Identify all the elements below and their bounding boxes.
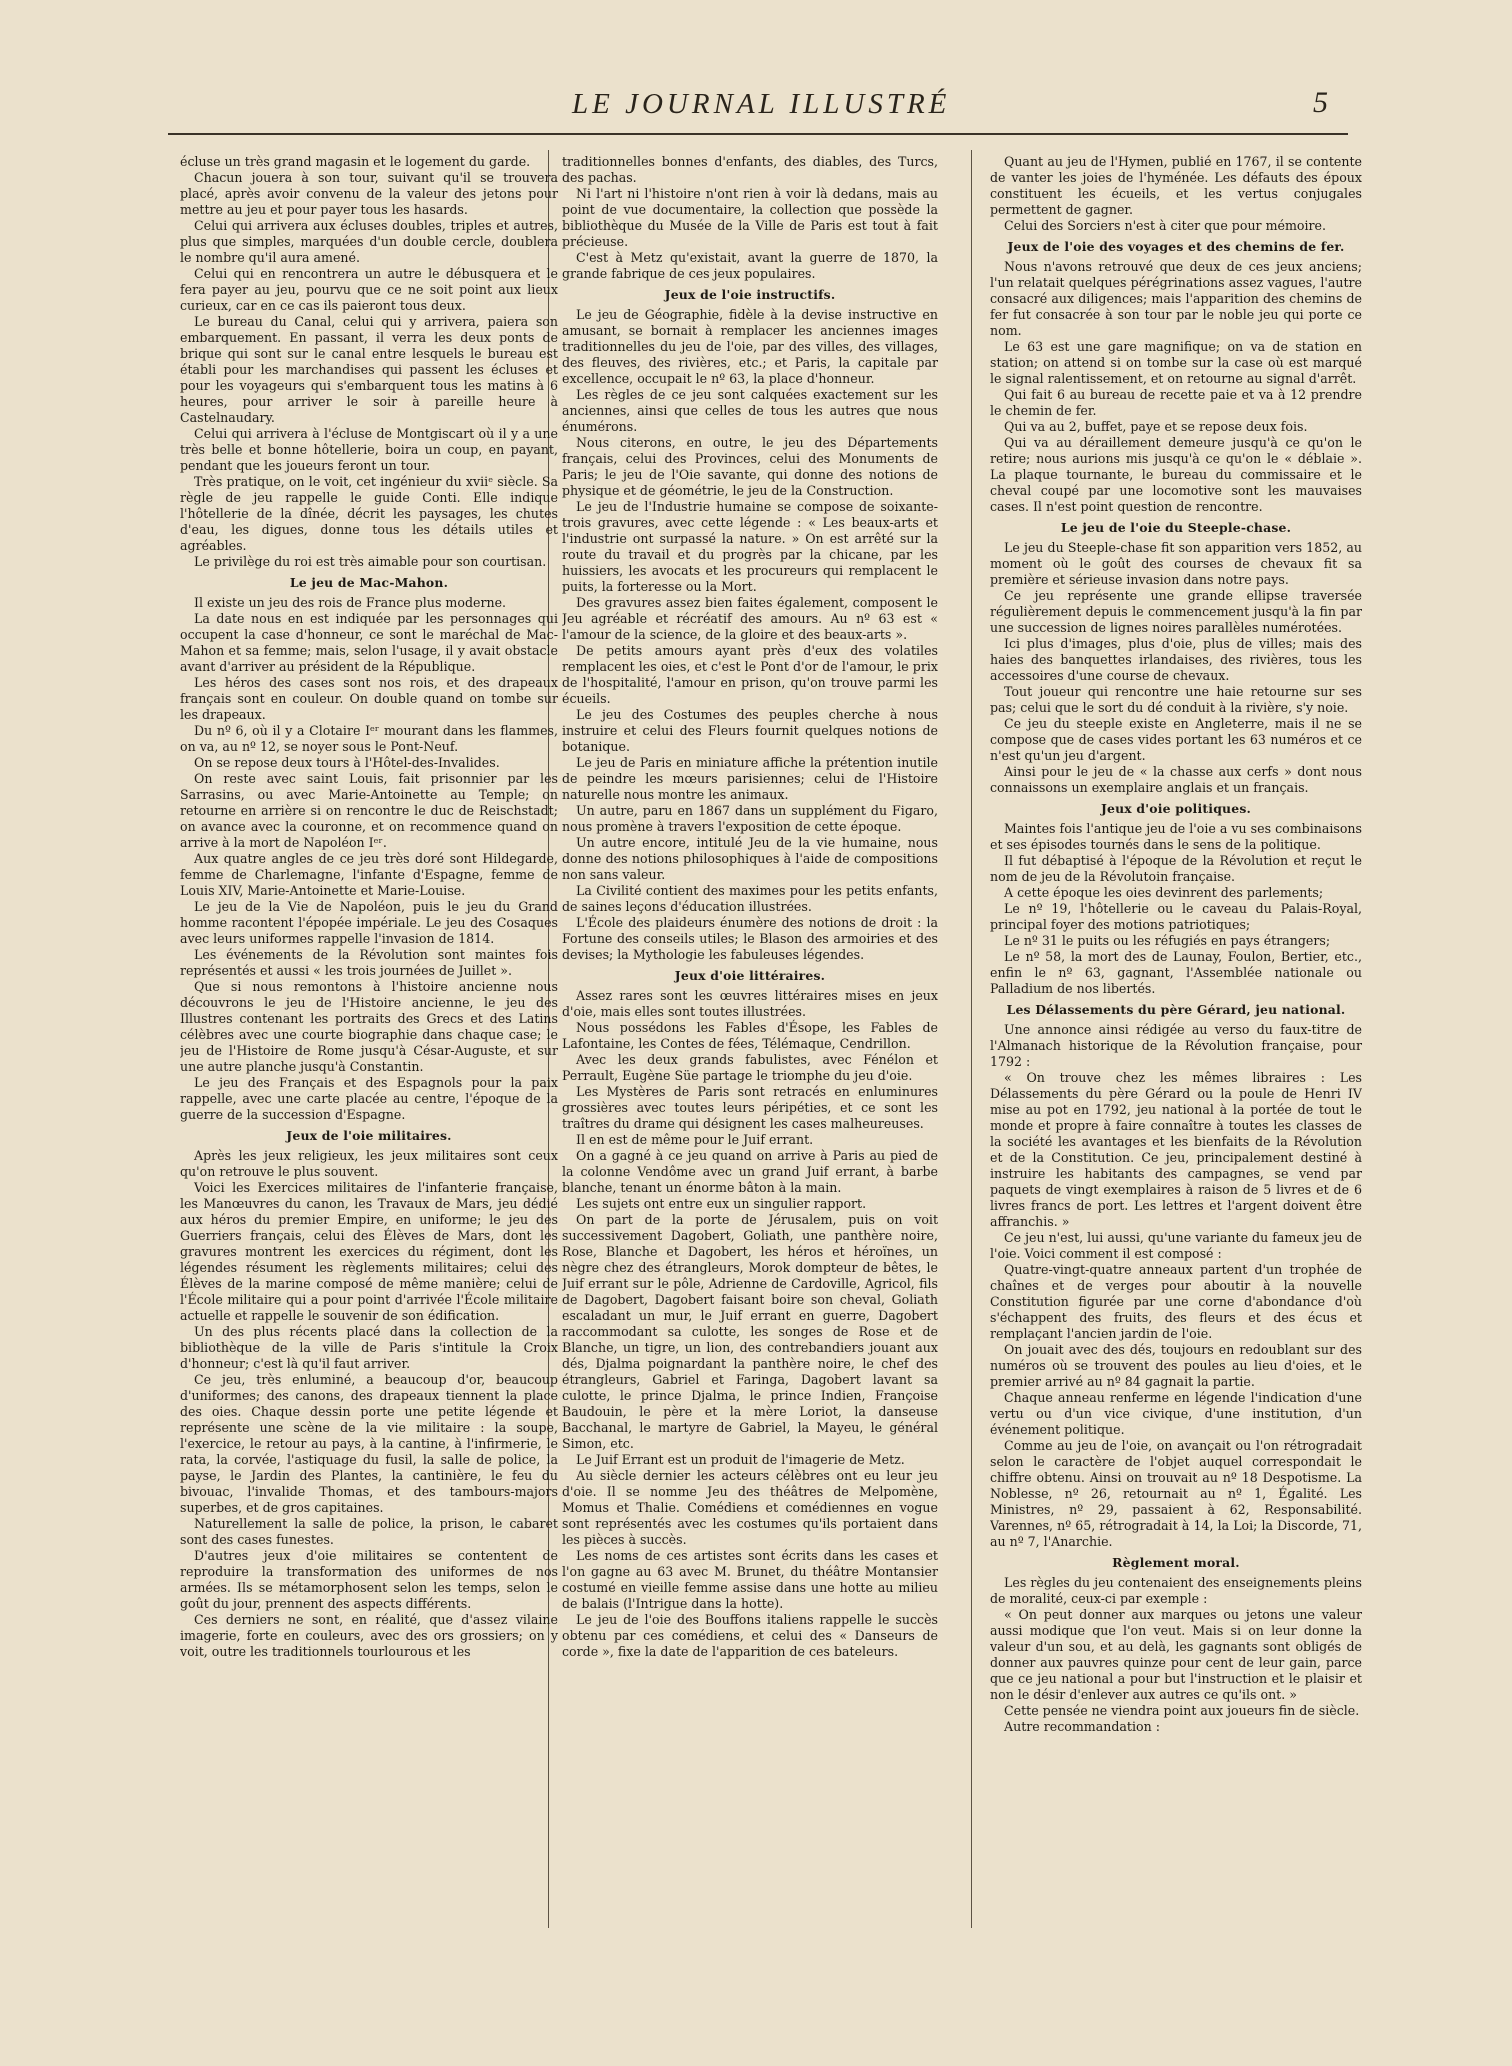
paragraph: Au siècle dernier les acteurs célèbres ont eu leur jeu d'oie. Il se nomme Jeu des théâtres de Melpomène, Momus et Thalie. Comédiens et comédiennes en vogue sont représentés avec les costumes qu'ils portaient dans les pièces à succès. bbox=[562, 1468, 938, 1547]
page-number: 5 bbox=[1313, 86, 1328, 119]
paragraph: Qui va au 2, buffet, paye et se repose deux fois. bbox=[1004, 419, 1308, 434]
paragraph: Nous citerons, en outre, le jeu des Départements français, celui des Provinces, celui des Monuments de Paris; le jeu de l'Oie savante, qui donne des notions de physique et de géométrie, le jeu de la Construction. bbox=[562, 435, 938, 498]
paragraph: L'École des plaideurs énumère des notions de droit : la Fortune des conseils utiles; le Blason des armoiries et des devises; la Mythologie les fabuleuses légendes. bbox=[562, 915, 938, 962]
paragraph: Il fut débaptisé à l'époque de la Révolution et reçut le nom de jeu de la Révolutoin française. bbox=[990, 853, 1362, 884]
paragraph: Ainsi pour le jeu de « la chasse aux cerfs » dont nous connaissons un exemplaire anglais et un français. bbox=[990, 764, 1362, 795]
paragraph: Des gravures assez bien faites également, composent le Jeu agréable et récréatif des amours. Au nº 63 est « l'amour de la science, de la gloire et des beaux-arts ». bbox=[562, 595, 938, 642]
paragraph: On a gagné à ce jeu quand on arrive à Paris au pied de la colonne Vendôme avec un grand Juif errant, à barbe blanche, tenant un énorme bâton à la main. bbox=[562, 1148, 938, 1195]
column-3 bbox=[990, 154, 1362, 1994]
paragraph: Voici les Exercices militaires de l'infanterie française, les Manœuvres du canon, les Travaux de Mars, jeu dédié aux héros du premier Empire, en uniforme; le jeu des Guerriers français, celui des Élèves de Mars, dont les gravures montrent les exercices du régiment, dont les légendes résument les règlements militaires; celui des Élèves de la marine composé de même manière; celui de l'École militaire qui a pour point d'arrivée l'École militaire actuelle et rappelle le souvenir de son édification. bbox=[180, 1180, 558, 1323]
paragraph: Les sujets ont entre eux un singulier rapport. bbox=[576, 1196, 867, 1211]
paragraph: « On trouve chez les mêmes libraires : Les Délassements du père Gérard ou la poule de Henri IV mise au pot en 1792, jeu national à la portée de tout le monde et propre à faire connaître à toutes les classes de la société les avantages et les bienfaits de la Révolution et de la Constitution. Ce jeu, principalement destiné à instruire les habitants des campagnes, se vend par paquets de vingt exemplaires à raison de 5 livres et de 6 livres francs de port. Les lettres et l'argent doivent être affranchis. » bbox=[990, 1070, 1362, 1229]
paragraph: Qui fait 6 au bureau de recette paie et va à 12 prendre le chemin de fer. bbox=[990, 387, 1362, 418]
paragraph: Le 63 est une gare magnifique; on va de station en station; on attend si on tombe sur la case où est marqué le signal ralentissement, et on retourne au signal d'arrêt. bbox=[990, 339, 1362, 386]
paragraph: La date nous en est indiquée par les personnages qui occupent la case d'honneur, ce sont le maréchal de Mac-Mahon et sa femme; mais, selon l'usage, il y avait obstacle avant d'arriver au président de la République. bbox=[180, 611, 558, 674]
paragraph: Un autre encore, intitulé Jeu de la vie humaine, nous donne des notions philosophiques à l'aide de compositions non sans valeur. bbox=[562, 835, 938, 882]
section-heading: Jeux d'oie politiques. bbox=[1100, 801, 1252, 816]
paragraph: Celui qui arrivera à l'écluse de Montgiscart où il y a une très belle et bonne hôtellerie, boira un coup, en payant, pendant que les joueurs feront un tour. bbox=[180, 426, 558, 473]
paragraph: Le Juif Errant est un produit de l'imagerie de Metz. bbox=[576, 1452, 905, 1467]
paragraph: Ces derniers ne sont, en réalité, que d'assez vilaine imagerie, forte en couleurs, avec des ors grossiers; on y voit, outre les traditionnels tourlourous et les bbox=[180, 1612, 558, 1659]
paragraph: écluse un très grand magasin et le logement du garde. bbox=[180, 154, 531, 169]
paragraph: traditionnelles bonnes d'enfants, des diables, des Turcs, des pachas. bbox=[562, 154, 938, 185]
page-header bbox=[560, 88, 1340, 128]
paragraph: « On peut donner aux marques ou jetons une valeur aussi modique que l'on veut. Mais si on leur donne la valeur d'un sou, et au delà, les gagnants sont obligés de donner aux pauvres quinze pour cent de leur gain, parce que ce jeu national a pour but l'instruction et le plaisir et non le désir d'enlever aux autres ce qu'ils ont. » bbox=[990, 1607, 1362, 1702]
paragraph: Celui qui arrivera aux écluses doubles, triples et autres, plus que simples, marquées d'un double cercle, doublera le nombre qu'il aura amené. bbox=[180, 218, 558, 265]
paragraph: Celui qui en rencontrera un autre le débusquera et le fera payer au jeu, pourvu que ce ne soit point aux lieux curieux, car en ce cas ils paieront tous deux. bbox=[180, 266, 558, 313]
paragraph: Comme au jeu de l'oie, on avançait ou l'on rétrogradait selon le caractère de l'objet auquel correspondait le chiffre obtenu. Ainsi on trouvait au nº 18 Despotisme. La Noblesse, nº 26, retournait au nº 1, Égalité. Les Ministres, nº 29, passaient à 62, Responsabilité. Varennes, nº 65, rétrogradait à 14, la Loi; la Discorde, 71, au nº 7, l'Anarchie. bbox=[990, 1438, 1362, 1549]
paragraph: Les Mystères de Paris sont retracés en enluminures grossières avec toutes leurs péripéties, et ce sont les traîtres du drame qui désignent les cases malheureuses. bbox=[562, 1084, 938, 1131]
section-heading: Le jeu de l'oie du Steeple-chase. bbox=[1060, 520, 1292, 535]
paragraph: Le privilège du roi est très aimable pour son courtisan. bbox=[194, 554, 547, 569]
header-rule bbox=[168, 133, 1348, 135]
paragraph: Les noms de ces artistes sont écrits dans les cases et l'on gagne au 63 avec M. Brunet, du théâtre Montansier costumé en vieille femme assise dans une hotte au milieu de balais (l'Intrigue dans la hotte). bbox=[562, 1548, 938, 1611]
paragraph: Le nº 58, la mort des de Launay, Foulon, Bertier, etc., enfin le nº 63, gagnant, l'Assemblée nationale ou Palladium de nos libertés. bbox=[990, 949, 1362, 996]
paragraph: Les règles du jeu contenaient des enseignements pleins de moralité, ceux-ci par exemple : bbox=[990, 1575, 1362, 1606]
column-2 bbox=[562, 154, 938, 1994]
paragraph: Du nº 6, où il y a Clotaire Iᵉʳ mourant dans les flammes, on va, au nº 12, se noyer sous le Pont-Neuf. bbox=[180, 723, 558, 754]
paragraph: Que si nous remontons à l'histoire ancienne nous découvrons le jeu de l'Histoire ancienne, le jeu des Illustres contenant les portraits des Grecs et des Latins célèbres avec une courte biographie dans chaque case; le jeu de l'Histoire de Rome jusqu'à César-Auguste, et sur une autre planche jusqu'à Constantin. bbox=[180, 979, 558, 1074]
section-heading: Jeux de l'oie militaires. bbox=[286, 1128, 452, 1143]
paragraph: Le jeu des Costumes des peuples cherche à nous instruire et celui des Fleurs fournit quelques notions de botanique. bbox=[562, 707, 938, 754]
paragraph: D'autres jeux d'oie militaires se contentent de reproduire la transformation des uniformes de nos armées. Ils se métamorphosent selon les temps, selon le goût du jour, prennent des aspects différents. bbox=[180, 1548, 558, 1611]
paragraph: Le bureau du Canal, celui qui y arrivera, paiera son embarquement. En passant, il verra les deux ponts de brique qui sont sur le canal entre lesquels le bureau est établi pour les marchandises qui passent les écluses et pour les voyageurs qui s'embarquent tous les matins à 6 heures, pour arriver le soir à pareille heure à Castelnaudary. bbox=[180, 314, 558, 425]
paragraph: Autre recommandation : bbox=[1004, 1719, 1160, 1734]
paragraph: La Civilité contient des maximes pour les petits enfants, de saines leçons d'éducation illustrées. bbox=[562, 883, 938, 914]
paragraph: Ce jeu, très enluminé, a beaucoup d'or, beaucoup d'uniformes; des canons, des drapeaux tiennent la place des oies. Chaque dessin porte une petite légende et représente une scène de la vie militaire : la soupe, l'exercice, le retour au pays, à la cantine, à l'infirmerie, le rata, la corvée, l'astiquage du fusil, la salle de police, la payse, le Jardin des Plantes, la cantinière, le feu du bivouac, l'invalide Thomas, et des tambours-majors superbes, et de gros capitaines. bbox=[180, 1372, 558, 1515]
paragraph: Cette pensée ne viendra point aux joueurs fin de siècle. bbox=[1004, 1703, 1360, 1718]
paragraph: Les héros des cases sont nos rois, et des drapeaux français sont en couleur. On double quand on tombe sur les drapeaux. bbox=[180, 675, 558, 722]
section-heading: Jeux de l'oie des voyages et des chemins de fer. bbox=[1007, 239, 1345, 254]
paragraph: On reste avec saint Louis, fait prisonnier par les Sarrasins, ou avec Marie-Antoinette au Temple; on retourne en arrière si on rencontre le duc de Reischstadt; on avance avec la couronne, et on recommence quand on arrive à la mort de Napoléon Iᵉʳ. bbox=[180, 771, 558, 850]
section-heading: Les Délassements du père Gérard, jeu national. bbox=[1006, 1002, 1346, 1017]
paragraph: Le jeu du Steeple-chase fit son apparition vers 1852, au moment où le goût des courses de chevaux fit sa première et sérieuse invasion dans notre pays. bbox=[990, 540, 1362, 587]
paragraph: Une annonce ainsi rédigée au verso du faux-titre de l'Almanach historique de la Révolution française, pour 1792 : bbox=[990, 1022, 1362, 1069]
paragraph: Le jeu de la Vie de Napoléon, puis le jeu du Grand homme racontent l'épopée impériale. Le jeu des Cosaques avec leurs uniformes rappelle l'invasion de 1814. bbox=[180, 899, 558, 946]
paragraph: Avec les deux grands fabulistes, avec Fénélon et Perrault, Eugène Süe partage le triomphe du jeu d'oie. bbox=[562, 1052, 938, 1083]
paragraph: Quant au jeu de l'Hymen, publié en 1767, il se contente de vanter les joies de l'hyménée. Les défauts des époux constituent les écueils, et les vertus conjugales permettent de gagner. bbox=[990, 154, 1362, 217]
paragraph: Après les jeux religieux, les jeux militaires sont ceux qu'on retrouve le plus souvent. bbox=[180, 1148, 558, 1179]
paragraph: Le jeu de Géographie, fidèle à la devise instructive en amusant, se bornait à remplacer les anciennes images traditionnelles du jeu de l'oie, par des villes, des villages, des fleuves, des rivières, etc.; et Paris, la capitale par excellence, occupait le nº 63, la place d'honneur. bbox=[562, 307, 938, 386]
paragraph: On se repose deux tours à l'Hôtel-des-Invalides. bbox=[194, 755, 500, 770]
paragraph: Ni l'art ni l'histoire n'ont rien à voir là dedans, mais au point de vue documentaire, la collection que possède la bibliothèque du Musée de la Ville de Paris est tout à fait précieuse. bbox=[562, 186, 938, 249]
section-heading: Jeux de l'oie instructifs. bbox=[664, 287, 836, 302]
paragraph: Les événements de la Révolution sont maintes fois représentés et aussi « les trois journées de Juillet ». bbox=[180, 947, 558, 978]
paragraph: Qui va au déraillement demeure jusqu'à ce qu'on le retire; nous aurions mis jusqu'à ce qu'on le « déblaie ». La plaque tournante, le bureau du commissaire et le cheval coupé par une locomotive sont les mauvaises cases. Il n'est point question de rencontre. bbox=[990, 435, 1362, 514]
section-heading: Jeux d'oie littéraires. bbox=[674, 968, 826, 983]
column-1 bbox=[180, 154, 558, 1994]
paragraph: Le nº 31 le puits ou les réfugiés en pays étrangers; bbox=[1004, 933, 1331, 948]
paragraph: Ici plus d'images, plus d'oie, plus de villes; mais des haies des banquettes irlandaises, des rivières, tous les accessoires d'une course de chevaux. bbox=[990, 636, 1362, 683]
paragraph: Celui des Sorciers n'est à citer que pour mémoire. bbox=[1004, 218, 1327, 233]
column-divider bbox=[971, 150, 972, 1928]
paragraph: Nous possédons les Fables d'Ésope, les Fables de Lafontaine, les Contes de fées, Télémaque, Cendrillon. bbox=[562, 1020, 938, 1051]
paragraph: De petits amours ayant près d'eux des volatiles remplacent les oies, et c'est le Pont d'or de l'amour, le prix de l'hospitalité, l'amour en prison, qu'on trouve parmi les écueils. bbox=[562, 643, 938, 706]
paragraph: Maintes fois l'antique jeu de l'oie a vu ses combinaisons et ses épisodes tournés dans le sens de la politique. bbox=[990, 821, 1362, 852]
section-heading: Règlement moral. bbox=[1112, 1555, 1240, 1570]
paragraph: Le jeu de Paris en miniature affiche la prétention inutile de peindre les mœurs parisiennes; celui de l'Histoire naturelle nous montre les animaux. bbox=[562, 755, 938, 802]
paragraph: Il en est de même pour le Juif errant. bbox=[576, 1132, 814, 1147]
section-heading: Le jeu de Mac-Mahon. bbox=[289, 575, 449, 590]
paragraph: Quatre-vingt-quatre anneaux partent d'un trophée de chaînes et de verges pour aboutir à la nouvelle Constitution figurée par une corne d'abondance d'où s'échappent des fruits, des fleurs et des écus et remplaçant l'ancien jardin de l'oie. bbox=[990, 1262, 1362, 1341]
paragraph: Chacun jouera à son tour, suivant qu'il se trouvera placé, après avoir convenu de la valeur des jetons pour mettre au jeu et pour payer tous les hasards. bbox=[180, 170, 558, 217]
paragraph: Tout joueur qui rencontre une haie retourne sur ses pas; celui que le sort du dé conduit à la rivière, s'y noie. bbox=[990, 684, 1362, 715]
paragraph: Aux quatre angles de ce jeu très doré sont Hildegarde, femme de Charlemagne, l'infante d'Espagne, femme de Louis XIV, Marie-Antoinette et Marie-Louise. bbox=[180, 851, 558, 898]
paragraph: Très pratique, on le voit, cet ingénieur du xviiᵉ siècle. Sa règle de jeu rappelle le guide Conti. Elle indique l'hôtellerie de la dînée, décrit les paysages, les chutes d'eau, les digues, donne tous les détails utiles et agréables. bbox=[180, 474, 558, 553]
paragraph: Assez rares sont les œuvres littéraires mises en jeux d'oie, mais elles sont toutes illustrées. bbox=[562, 988, 938, 1019]
paragraph: Le jeu de l'oie des Bouffons italiens rappelle le succès obtenu par ces comédiens, et celui des « Danseurs de corde », fixe la date de l'apparition de ces bateleurs. bbox=[562, 1612, 938, 1659]
paragraph: Chaque anneau renferme en légende l'indication d'une vertu ou d'un vice civique, d'une institution, d'un événement politique. bbox=[990, 1390, 1362, 1437]
paragraph: Un des plus récents placé dans la collection de la bibliothèque de la ville de Paris s'intitule la Croix d'honneur; c'est là qu'il faut arriver. bbox=[180, 1324, 558, 1371]
paragraph: Nous n'avons retrouvé que deux de ces jeux anciens; l'un relatait quelques pérégrinations assez vagues, l'autre consacré aux diligences; mais l'apparition des chemins de fer fut consacrée à son tour par le noble jeu qui porte ce nom. bbox=[990, 259, 1362, 338]
paragraph: Le jeu de l'Industrie humaine se compose de soixante-trois gravures, avec cette légende : « Les beaux-arts et l'industrie ont surpassé la nature. » On est arrêté sur la route du travail et du progrès par la chicane, par les huissiers, les avocats et les procureurs qui remplacent le puits, la forteresse ou la Mort. bbox=[562, 499, 938, 594]
paragraph: Il existe un jeu des rois de France plus moderne. bbox=[194, 595, 507, 610]
paragraph: A cette époque les oies devinrent des parlements; bbox=[1004, 885, 1324, 900]
paragraph: Ce jeu n'est, lui aussi, qu'une variante du fameux jeu de l'oie. Voici comment il est composé : bbox=[990, 1230, 1362, 1261]
paragraph: Naturellement la salle de police, la prison, le cabaret sont des cases funestes. bbox=[180, 1516, 558, 1547]
paragraph: Le nº 19, l'hôtellerie ou le caveau du Palais-Royal, principal foyer des motions patriotiques; bbox=[990, 901, 1362, 932]
paragraph: Ce jeu du steeple existe en Angleterre, mais il ne se compose que de cases vides portant les 63 numéros et ce n'est qu'un jeu d'argent. bbox=[990, 716, 1362, 763]
paragraph: Un autre, paru en 1867 dans un supplément du Figaro, nous promène à travers l'exposition de cette époque. bbox=[562, 803, 938, 834]
paragraph: Le jeu des Français et des Espagnols pour la paix rappelle, avec une carte placée au centre, l'époque de la guerre de la succession d'Espagne. bbox=[180, 1075, 558, 1122]
paragraph: On jouait avec des dés, toujours en redoublant sur des numéros où se trouvent des poules au lieu d'oies, et le premier arrivé au nº 84 gagnait la partie. bbox=[990, 1342, 1362, 1389]
journal-title: LE JOURNAL ILLUSTRÉ bbox=[572, 88, 951, 120]
paragraph: On part de la porte de Jérusalem, puis on voit successivement Dagobert, Goliath, une panthère noire, Rose, Blanche et Dagobert, les héros et héroïnes, un nègre chez des étrangleurs, Morok dompteur de bêtes, le Juif errant sur le pôle, Adrienne de Cardoville, Agricol, fils de Dagobert, Dagobert faisant boire son cheval, Goliath escaladant un mur, le Juif errant en guerre, Dagobert raccommodant sa culotte, les songes de Rose et de Blanche, un tigre, un lion, des contrebandiers jouant aux dés, Djalma poignardant la panthère noire, le chef des étrangleurs, Gabriel et Faringa, Dagobert lavant sa culotte, le prince Djalma, le prince Indien, Françoise Baudouin, le père et la mère Loriot, la danseuse Bacchanal, le martyre de Gabriel, la Mayeu, le général Simon, etc. bbox=[562, 1212, 938, 1451]
paragraph: Ce jeu représente une grande ellipse traversée régulièrement depuis le commencement jusqu'à la fin par une succession de lignes noires parallèles numérotées. bbox=[990, 588, 1362, 635]
paragraph: Les règles de ce jeu sont calquées exactement sur les anciennes, ainsi que celles de tous les autres que nous énumérons. bbox=[562, 387, 938, 434]
paragraph: C'est à Metz qu'existait, avant la guerre de 1870, la grande fabrique de ces jeux populaires. bbox=[562, 250, 938, 281]
